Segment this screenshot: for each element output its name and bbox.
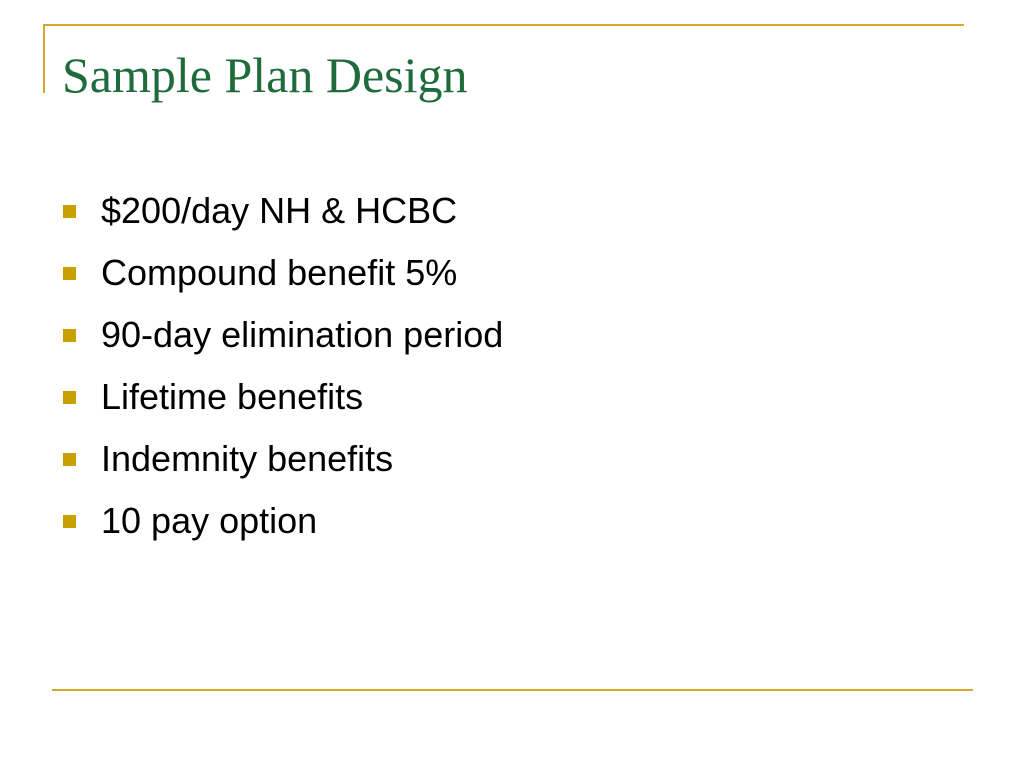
- bullet-item: [63, 366, 503, 428]
- bullet-item: [63, 428, 503, 490]
- square-bullet-icon: [63, 205, 76, 218]
- bullet-item: [63, 304, 503, 366]
- bullet-list: [63, 180, 503, 552]
- square-bullet-icon: [63, 329, 76, 342]
- square-bullet-icon: [63, 267, 76, 280]
- bullet-text: 10 pay option: [101, 500, 318, 541]
- bullet-text: 90-day elimination period: [101, 314, 504, 355]
- bullet-text: Indemnity benefits: [101, 438, 394, 479]
- bullet-item: [63, 180, 503, 242]
- bottom-rule: [52, 689, 973, 691]
- left-rule: [43, 24, 45, 93]
- bullet-item: [63, 242, 503, 304]
- square-bullet-icon: [63, 391, 76, 404]
- top-rule: [43, 24, 964, 26]
- bullet-text: Compound benefit 5%: [101, 252, 458, 293]
- square-bullet-icon: [63, 515, 76, 528]
- slide-title: Sample Plan Design: [62, 47, 468, 103]
- square-bullet-icon: [63, 453, 76, 466]
- bullet-text: Lifetime benefits: [101, 376, 364, 417]
- bullet-text: $200/day NH & HCBC: [101, 190, 458, 231]
- bullet-item: [63, 490, 503, 552]
